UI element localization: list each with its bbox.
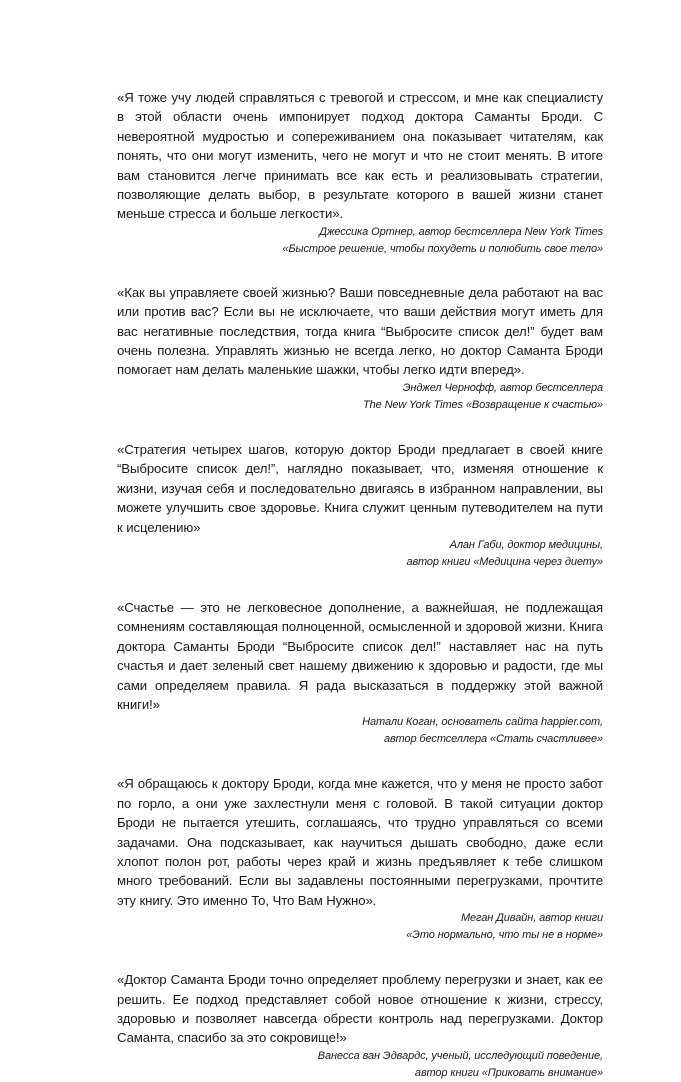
testimonial-attribution (117, 380, 603, 414)
testimonial-attribution (117, 714, 603, 748)
testimonial-6 (117, 970, 603, 1082)
testimonial-1 (117, 88, 603, 258)
testimonial-quote: «Я обращаюсь к доктору Броди, когда мне кажется, что у меня не просто забот по горло, а они уже захлестнули меня с головой. В такой ситуации доктор Броди не пытается утешить, соглашаясь, что трудно управляться со всеми задачами. Она подсказывает, как научиться дышать свободно, даже если хлопот полон рот, работы через край и жизнь предъявляет к тебе слишком много требований. Если вы задавлены постоянными перегрузками, прочтите эту книгу. Это именно То, Что Вам Нужно». (117, 776, 603, 908)
attribution-author: Натали Коган, основатель сайта happier.com, (362, 716, 603, 729)
testimonial-quote: «Доктор Саманта Броди точно определяет проблему перегрузки и знает, как ее решить. Ее подход представляет собой новое отношение к жизни, стрессу, здоровью и позволяет навсегда обрести контроль над перегрузками. Доктор Саманта, спасибо за это сокровище!» (117, 972, 603, 1046)
testimonial-quote: «Счастье — это не легковесное дополнение, а важнейшая, не подлежащая сомнениям составляющая полноценной, осмысленной и здоровой жизни. Книга доктора Саманты Броди “Выбросите список дел!” наставляет нас на путь счастья и дает зеленый свет нашему движению к здоровью и радости, где мы сами определяем правила. Я рада высказаться в поддержку этой важной книги!» (117, 599, 603, 712)
attribution-book: автор книги «Медицина через диету» (406, 555, 603, 568)
testimonial-quote: «Стратегия четырех шагов, которую доктор Броди предлагает в своей книге “Выбросите список дел!”, наглядно показывает, что, изменяя отношение к жизни, изучая себя и последовательно двигаясь в избранном направлении, вы можете улучшить свое здоровье. Книга служит ценным путеводителем на пути к исцелению» (117, 441, 603, 535)
testimonial-3 (117, 440, 603, 571)
attribution-book: «Быстрое решение, чтобы похудеть и полюбить свое тело» (282, 242, 603, 255)
testimonial-attribution (117, 537, 603, 571)
attribution-author: Меган Дивайн, автор книги (460, 912, 603, 925)
attribution-book: автор книги «Приковать внимание» (414, 1066, 603, 1079)
testimonial-2 (117, 283, 603, 414)
testimonial-5 (117, 774, 603, 944)
testimonial-attribution (117, 910, 603, 944)
testimonial-quote: «Как вы управляете своей жизнью? Ваши повседневные дела работают на вас или против вас? Если вы не исключаете, что ваши действия могут иметь для вас негативные последствия, тогда книга “Выбросите список дел!” будет вам очень полезна. Управлять жизнью не всегда легко, но доктор Саманта Броди помогает нам делать маленькие шажки, чтобы легко идти вперед». (117, 284, 603, 378)
testimonial-attribution (117, 224, 603, 258)
testimonial-4 (117, 598, 603, 748)
attribution-book: «Это нормально, что ты не в норме» (406, 929, 603, 942)
testimonial-quote: «Я тоже учу людей справляться с тревогой и стрессом, и мне как специалисту в этой области очень импонирует подход доктора Саманты Броди. С невероятной мудростью и сопереживанием она показывает читателям, как понять, что они могут изменить, чего не могут и что не стоит менять. В итоге вам становится легче принимать все как есть и реализовывать стратегии, позволяющие делать выбор, в результате которого в вашей жизни станет меньше стресса и больше легкости». (117, 90, 603, 222)
attribution-book: автор бестселлера «Стать счастливее» (383, 733, 603, 746)
attribution-author: Джессика Ортнер, автор бестселлера New York Times (319, 225, 603, 238)
testimonials-page (117, 88, 603, 1082)
attribution-author: Ванесса ван Эдвардс, ученый, исследующий поведение, (317, 1049, 603, 1062)
attribution-book: The New York Times «Возвращение к счастью» (362, 398, 603, 411)
testimonial-attribution (117, 1048, 603, 1082)
attribution-author: Энджел Чернофф, автор бестселлера (402, 381, 603, 394)
attribution-author: Алан Габи, доктор медицины, (449, 538, 603, 551)
